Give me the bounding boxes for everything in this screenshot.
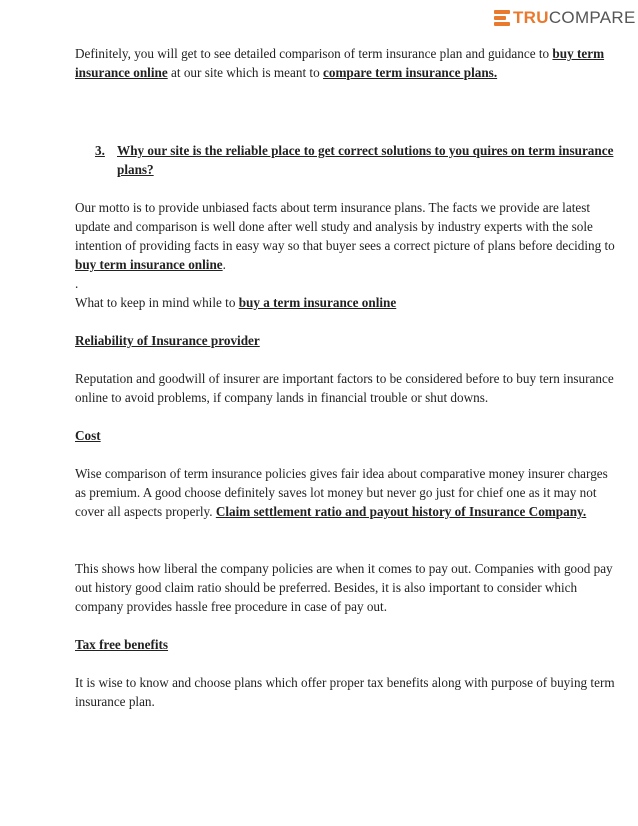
trucompare-logo[interactable] bbox=[494, 8, 636, 28]
dot-line: . bbox=[75, 276, 79, 291]
keep-in-mind-line bbox=[75, 293, 615, 312]
cost-paragraph bbox=[75, 464, 615, 521]
logo-stack-icon bbox=[494, 10, 510, 26]
intro-paragraph bbox=[75, 44, 615, 82]
motto-paragraph bbox=[75, 198, 615, 274]
motto-end: . bbox=[222, 257, 226, 272]
claim-settlement-heading: Claim settlement ratio and payout history of Insurance Company. bbox=[215, 504, 587, 519]
reliability-body: Reputation and goodwill of insurer are important factors to be considered before to buy tern insurance online to avoid problems, if company lands in financial trouble or shut downs. bbox=[75, 371, 614, 405]
logo-compare: COMPARE bbox=[548, 8, 636, 27]
motto-text: Our motto is to provide unbiased facts about term insurance plans. The facts we provide are latest update and comparison is well done after well study and analysis by industry experts with the sole intention of providing facts in easy way so that buyer sees a correct picture of plans before deciding to bbox=[75, 200, 615, 253]
section-3-number: 3. bbox=[95, 143, 105, 158]
buy-a-term-insurance-online-link[interactable]: buy a term insurance online bbox=[238, 295, 397, 310]
intro-text-1: Definitely, you will get to see detailed comparison of term insurance plan and guidance to bbox=[75, 46, 553, 61]
document-body bbox=[75, 44, 615, 711]
cost-heading: Cost bbox=[75, 428, 101, 443]
reliability-heading: Reliability of Insurance provider bbox=[75, 333, 260, 348]
claims-body: This shows how liberal the company policies are when it comes to pay out. Companies with good pay out history good claim ratio should be preferred. Besides, it is also important to consider which company provides hassle free procedure in case of pay out. bbox=[75, 561, 613, 614]
section-3-heading bbox=[95, 141, 615, 179]
section-3-title: Why our site is the reliable place to get correct solutions to you quires on term insurance plans? bbox=[117, 143, 614, 177]
buy-term-insurance-online-link-2[interactable]: buy term insurance online bbox=[75, 257, 223, 272]
tax-heading: Tax free benefits bbox=[75, 637, 169, 652]
cost-body: Wise comparison of term insurance policies gives fair idea about comparative money insurer charges as premium. A good choose definitely saves lot money but never go just for chief one as it may not cover all aspects properly. bbox=[75, 466, 608, 519]
intro-text-2: at our site which is meant to bbox=[167, 65, 323, 80]
buy-term-insurance-online-link[interactable]: buy term insurance online bbox=[75, 46, 605, 80]
logo-tru: TRU bbox=[513, 8, 549, 27]
tax-body: It is wise to know and choose plans which offer proper tax benefits along with purpose of buying term insurance plan. bbox=[75, 675, 615, 709]
keep-in-mind-text: What to keep in mind while to bbox=[75, 295, 239, 310]
compare-term-insurance-plans-link[interactable]: compare term insurance plans. bbox=[323, 65, 498, 80]
